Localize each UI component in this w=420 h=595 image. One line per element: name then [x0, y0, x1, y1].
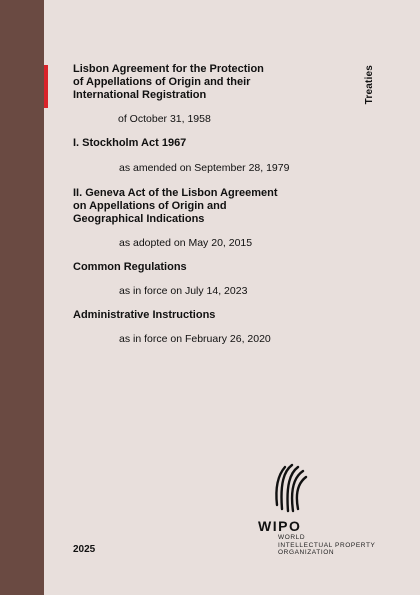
cover-content: [73, 63, 343, 346]
block-subtitle-lisbon: of October 31, 1958: [118, 113, 211, 125]
publication-year: 2025: [73, 544, 96, 555]
block-subtitle-instructions: as in force on February 26, 2020: [119, 333, 271, 345]
block-subtitle-regulations: as in force on July 14, 2023: [119, 285, 248, 297]
logo-org-line: WORLD: [278, 534, 306, 541]
block-title-regulations: Common Regulations: [73, 261, 187, 273]
cover-spine: [0, 0, 44, 595]
block-title-lisbon: Lisbon Agreement for the Protection of Appellations of Origin and their International Registration: [73, 63, 264, 101]
logo-organization-name: [278, 534, 375, 557]
block-subtitle-geneva: as adopted on May 20, 2015: [119, 237, 253, 249]
wipo-globe-icon: [270, 463, 308, 515]
category-label: Treaties: [364, 65, 375, 105]
block-title-instructions: Administrative Instructions: [73, 309, 216, 321]
block-subtitle-stockholm: as amended on September 28, 1979: [119, 162, 290, 174]
red-accent-bar: [44, 65, 48, 108]
block-title-geneva: II. Geneva Act of the Lisbon Agreement on Appellations of Origin and Geographical Indications: [73, 187, 278, 225]
logo-wordmark: WIPO: [258, 518, 302, 534]
logo-org-line: ORGANIZATION: [278, 549, 335, 556]
logo-org-line: INTELLECTUAL PROPERTY: [278, 541, 376, 549]
block-title-stockholm: I. Stockholm Act 1967: [73, 137, 187, 149]
wipo-logo: [258, 463, 388, 558]
